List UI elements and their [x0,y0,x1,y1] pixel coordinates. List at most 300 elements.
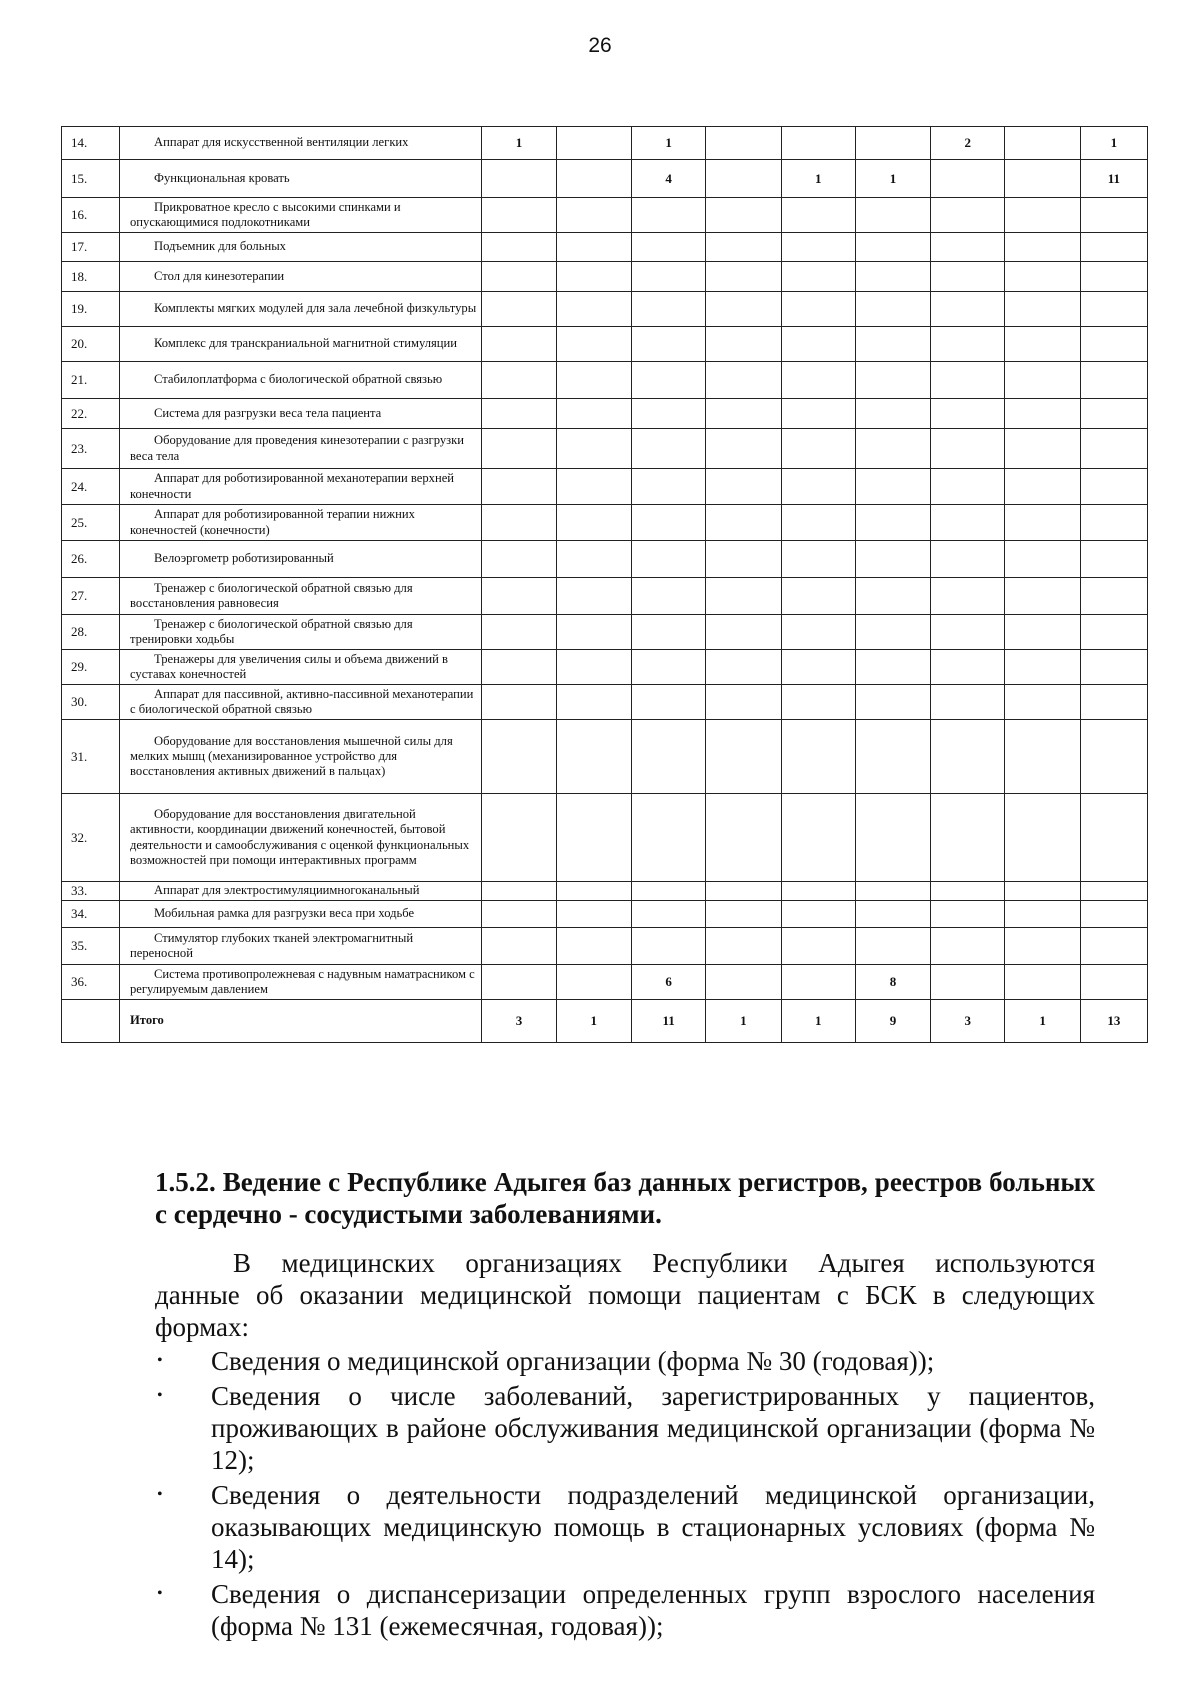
value-cell: 1 [855,160,930,198]
value-cell [1005,928,1080,965]
table-row [62,965,1148,1000]
value-cell [482,794,556,882]
equipment-table-body [62,127,1148,1043]
value-cell [706,615,781,650]
value-cell [556,429,631,469]
value-cell [931,469,1005,505]
value-cell [1005,650,1080,685]
value-cell [556,233,631,262]
equipment-name: Велоэргометр роботизированный [120,541,482,578]
row-number: 31. [62,720,120,794]
value-cell [631,233,705,262]
value-cell [556,685,631,720]
row-number: 33. [62,882,120,901]
value-cell [855,650,930,685]
equipment-name: Аппарат для искусственной вентиляции легких [120,127,482,160]
table-row [62,399,1148,429]
value-cell [855,469,930,505]
value-cell [1005,399,1080,429]
value-cell [631,505,705,541]
value-cell [482,399,556,429]
value-cell [706,469,781,505]
page-number: 26 [588,34,612,57]
equipment-name: Тренажеры для увеличения силы и объема движений в суставах конечностей [120,650,482,685]
value-cell [1080,882,1147,901]
value-cell [556,720,631,794]
value-cell [556,928,631,965]
total-label: Итого [120,1000,482,1043]
table-row [62,362,1148,399]
equipment-name: Тренажер с биологической обратной связью для восстановления равновесия [120,578,482,615]
value-cell [855,399,930,429]
value-cell [855,233,930,262]
table-row [62,720,1148,794]
form-list-item [155,1345,1095,1377]
equipment-name: Комплекс для транскраниальной магнитной стимуляции [120,327,482,362]
value-cell [556,901,631,928]
value-cell [1005,233,1080,262]
value-cell [781,650,855,685]
value-cell [482,429,556,469]
table-row [62,578,1148,615]
value-cell [1080,292,1147,327]
equipment-name: Функциональная кровать [120,160,482,198]
table-row [62,292,1148,327]
value-cell [931,429,1005,469]
value-cell [1005,685,1080,720]
value-cell [855,292,930,327]
value-cell [1080,720,1147,794]
row-number: 29. [62,650,120,685]
table-row [62,901,1148,928]
value-cell [482,233,556,262]
equipment-name: Аппарат для роботизированной терапии нижних конечностей (конечности) [120,505,482,541]
value-cell [631,685,705,720]
form-list-item [155,1479,1095,1575]
value-cell [1080,965,1147,1000]
row-number: 32. [62,794,120,882]
value-cell [706,505,781,541]
value-cell: 6 [631,965,705,1000]
value-cell [706,928,781,965]
value-cell [631,362,705,399]
equipment-name: Тренажер с биологической обратной связью для тренировки ходьбы [120,615,482,650]
table-row [62,429,1148,469]
equipment-name: Система противопролежневая с надувным наматрасником с регулируемым давлением [120,965,482,1000]
value-cell [781,327,855,362]
row-number: 16. [62,198,120,233]
value-cell [1080,541,1147,578]
value-cell [631,198,705,233]
value-cell [631,541,705,578]
value-cell [706,233,781,262]
value-cell [631,399,705,429]
intro-first-line: В медицинских организациях Республики Адыгея используются [233,1248,1095,1278]
value-cell: 11 [631,1000,705,1043]
value-cell [931,578,1005,615]
row-number: 36. [62,965,120,1000]
value-cell [482,262,556,292]
section-heading-text: 1.5.2. Ведение с Республике Адыгея баз данных регистров, реестров больных с сердечно - сосудистыми заболеваниями. [155,1167,1095,1229]
value-cell [1080,327,1147,362]
value-cell [482,198,556,233]
value-cell [706,882,781,901]
table-row [62,882,1148,901]
value-cell [855,505,930,541]
value-cell [631,615,705,650]
section-intro [155,1247,1095,1343]
value-cell [855,362,930,399]
value-cell [855,901,930,928]
value-cell [482,505,556,541]
value-cell [1005,262,1080,292]
value-cell [855,127,930,160]
bullet-icon: • [157,1352,163,1369]
row-number: 34. [62,901,120,928]
value-cell [931,198,1005,233]
value-cell [781,882,855,901]
value-cell [931,233,1005,262]
row-number: 18. [62,262,120,292]
value-cell [1080,650,1147,685]
row-number [62,1000,120,1043]
form-list-item-text: Сведения о числе заболеваний, зарегистрированных у пациентов, проживающих в районе обслуживания медицинской организации (форма № 12); [211,1381,1095,1475]
value-cell [706,578,781,615]
value-cell [1080,362,1147,399]
table-total-row [62,1000,1148,1043]
value-cell: 1 [1005,1000,1080,1043]
value-cell [931,685,1005,720]
value-cell [855,541,930,578]
table-row [62,469,1148,505]
equipment-name: Аппарат для электростимуляциимногоканальный [120,882,482,901]
table-row [62,541,1148,578]
value-cell [781,505,855,541]
value-cell [556,327,631,362]
value-cell [781,794,855,882]
value-cell [855,198,930,233]
row-number: 20. [62,327,120,362]
value-cell [931,720,1005,794]
value-cell [855,685,930,720]
value-cell [1080,262,1147,292]
value-cell [1080,505,1147,541]
value-cell [556,541,631,578]
table-row [62,262,1148,292]
value-cell [931,262,1005,292]
value-cell [1080,794,1147,882]
value-cell [556,469,631,505]
value-cell [556,160,631,198]
value-cell [855,928,930,965]
value-cell [706,327,781,362]
value-cell [781,578,855,615]
value-cell [706,262,781,292]
row-number: 19. [62,292,120,327]
value-cell [482,882,556,901]
value-cell [781,127,855,160]
value-cell: 1 [706,1000,781,1043]
value-cell [631,327,705,362]
value-cell: 1 [556,1000,631,1043]
value-cell [556,198,631,233]
value-cell [482,578,556,615]
value-cell [556,292,631,327]
value-cell [556,127,631,160]
value-cell [482,720,556,794]
value-cell [631,901,705,928]
value-cell [556,794,631,882]
value-cell [556,362,631,399]
equipment-name: Аппарат для роботизированной механотерапии верхней конечности [120,469,482,505]
value-cell [931,650,1005,685]
table-row [62,198,1148,233]
value-cell [1005,198,1080,233]
table-row [62,233,1148,262]
value-cell [556,965,631,1000]
equipment-name: Аппарат для пассивной, активно-пассивной механотерапии с биологической обратной связью [120,685,482,720]
value-cell [706,720,781,794]
form-list-item [155,1578,1095,1642]
value-cell [931,794,1005,882]
row-number: 21. [62,362,120,399]
value-cell [1080,901,1147,928]
value-cell [1005,794,1080,882]
value-cell [631,469,705,505]
value-cell: 1 [631,127,705,160]
value-cell [482,901,556,928]
value-cell [1005,292,1080,327]
value-cell: 2 [931,127,1005,160]
value-cell [1005,615,1080,650]
value-cell [1080,198,1147,233]
value-cell [706,429,781,469]
value-cell [1005,720,1080,794]
value-cell: 11 [1080,160,1147,198]
value-cell [931,965,1005,1000]
row-number: 28. [62,615,120,650]
value-cell [706,399,781,429]
form-list-item [155,1380,1095,1476]
value-cell: 1 [781,160,855,198]
forms-list [155,1345,1095,1645]
bullet-icon: • [157,1585,163,1602]
equipment-name: Прикроватное кресло с высокими спинками и опускающимися подлокотниками [120,198,482,233]
row-number: 24. [62,469,120,505]
value-cell [931,399,1005,429]
value-cell [706,160,781,198]
value-cell [482,362,556,399]
value-cell [931,327,1005,362]
value-cell [1080,399,1147,429]
value-cell [706,901,781,928]
value-cell [482,615,556,650]
value-cell [855,794,930,882]
value-cell [1005,965,1080,1000]
value-cell [931,882,1005,901]
value-cell [482,292,556,327]
value-cell [781,198,855,233]
value-cell [781,685,855,720]
table-row [62,505,1148,541]
table-row [62,685,1148,720]
value-cell [781,429,855,469]
value-cell [706,965,781,1000]
value-cell [631,578,705,615]
value-cell [556,615,631,650]
value-cell [855,429,930,469]
value-cell [781,469,855,505]
value-cell [1080,578,1147,615]
value-cell [781,541,855,578]
value-cell [482,685,556,720]
row-number: 14. [62,127,120,160]
value-cell [1005,541,1080,578]
value-cell [931,505,1005,541]
row-number: 30. [62,685,120,720]
value-cell [781,362,855,399]
equipment-name: Стимулятор глубоких тканей электромагнитный переносной [120,928,482,965]
value-cell: 9 [855,1000,930,1043]
equipment-name: Стол для кинезотерапии [120,262,482,292]
value-cell [1005,362,1080,399]
value-cell [1080,429,1147,469]
value-cell [482,928,556,965]
value-cell [931,928,1005,965]
value-cell [1005,505,1080,541]
bullet-icon: • [157,1387,163,1404]
value-cell [931,362,1005,399]
equipment-name: Оборудование для проведения кинезотерапии с разгрузки веса тела [120,429,482,469]
value-cell [781,399,855,429]
value-cell [1005,882,1080,901]
table-row [62,650,1148,685]
value-cell [1080,685,1147,720]
bullet-icon: • [157,1486,163,1503]
value-cell [556,650,631,685]
value-cell [482,469,556,505]
value-cell [556,505,631,541]
table-row [62,794,1148,882]
value-cell [931,901,1005,928]
row-number: 26. [62,541,120,578]
value-cell [706,794,781,882]
form-list-item-text: Сведения о деятельности подразделений медицинской организации, оказывающих медицинскую помощь в стационарных условиях (форма № 14); [211,1480,1095,1574]
table-row [62,928,1148,965]
value-cell: 8 [855,965,930,1000]
value-cell [1005,469,1080,505]
value-cell [631,262,705,292]
value-cell [931,615,1005,650]
value-cell [631,292,705,327]
value-cell [1080,615,1147,650]
row-number: 25. [62,505,120,541]
value-cell [781,901,855,928]
value-cell [706,650,781,685]
value-cell [781,615,855,650]
equipment-name: Мобильная рамка для разгрузки веса при ходьбе [120,901,482,928]
value-cell [855,720,930,794]
equipment-name: Система для разгрузки веса тела пациента [120,399,482,429]
value-cell [781,720,855,794]
value-cell [556,399,631,429]
equipment-table [61,126,1148,1043]
value-cell [855,327,930,362]
row-number: 22. [62,399,120,429]
value-cell [631,650,705,685]
value-cell [1080,928,1147,965]
value-cell [931,541,1005,578]
value-cell [482,541,556,578]
value-cell: 1 [1080,127,1147,160]
row-number: 27. [62,578,120,615]
section-heading [155,1166,1095,1230]
row-number: 15. [62,160,120,198]
value-cell [631,720,705,794]
value-cell [1005,160,1080,198]
value-cell [855,615,930,650]
value-cell [781,262,855,292]
value-cell [482,650,556,685]
value-cell [482,965,556,1000]
value-cell [706,685,781,720]
equipment-name: Оборудование для восстановления двигательной активности, координации движений конечностей, бытовой деятельности и самообслуживания с оценкой функциональных возможностей при помощи интерактивных программ [120,794,482,882]
table-row [62,327,1148,362]
value-cell [631,928,705,965]
equipment-name: Оборудование для восстановления мышечной силы для мелких мышц (механизированное устройство для восстановления активных движений в пальцах) [120,720,482,794]
value-cell [631,794,705,882]
value-cell [556,882,631,901]
value-cell [855,262,930,292]
value-cell: 1 [781,1000,855,1043]
value-cell: 3 [931,1000,1005,1043]
value-cell: 3 [482,1000,556,1043]
form-list-item-text: Сведения о диспансеризации определенных групп взрослого населения (форма № 131 (ежемесячная, годовая)); [211,1579,1095,1641]
value-cell [482,327,556,362]
value-cell [706,541,781,578]
value-cell [855,578,930,615]
value-cell [706,362,781,399]
row-number: 23. [62,429,120,469]
value-cell [1005,429,1080,469]
value-cell [706,127,781,160]
value-cell [482,160,556,198]
value-cell: 1 [482,127,556,160]
value-cell [781,965,855,1000]
value-cell [706,198,781,233]
row-number: 17. [62,233,120,262]
equipment-name: Комплекты мягких модулей для зала лечебной физкультуры [120,292,482,327]
value-cell [631,882,705,901]
equipment-name: Подъемник для больных [120,233,482,262]
value-cell [631,429,705,469]
value-cell [931,292,1005,327]
value-cell [781,292,855,327]
value-cell: 13 [1080,1000,1147,1043]
value-cell [855,882,930,901]
value-cell [556,578,631,615]
value-cell [556,262,631,292]
equipment-name: Стабилоплатформа с биологической обратной связью [120,362,482,399]
value-cell [781,928,855,965]
value-cell: 4 [631,160,705,198]
row-number: 35. [62,928,120,965]
value-cell [706,292,781,327]
value-cell [1080,469,1147,505]
value-cell [781,233,855,262]
value-cell [931,160,1005,198]
table-row [62,127,1148,160]
